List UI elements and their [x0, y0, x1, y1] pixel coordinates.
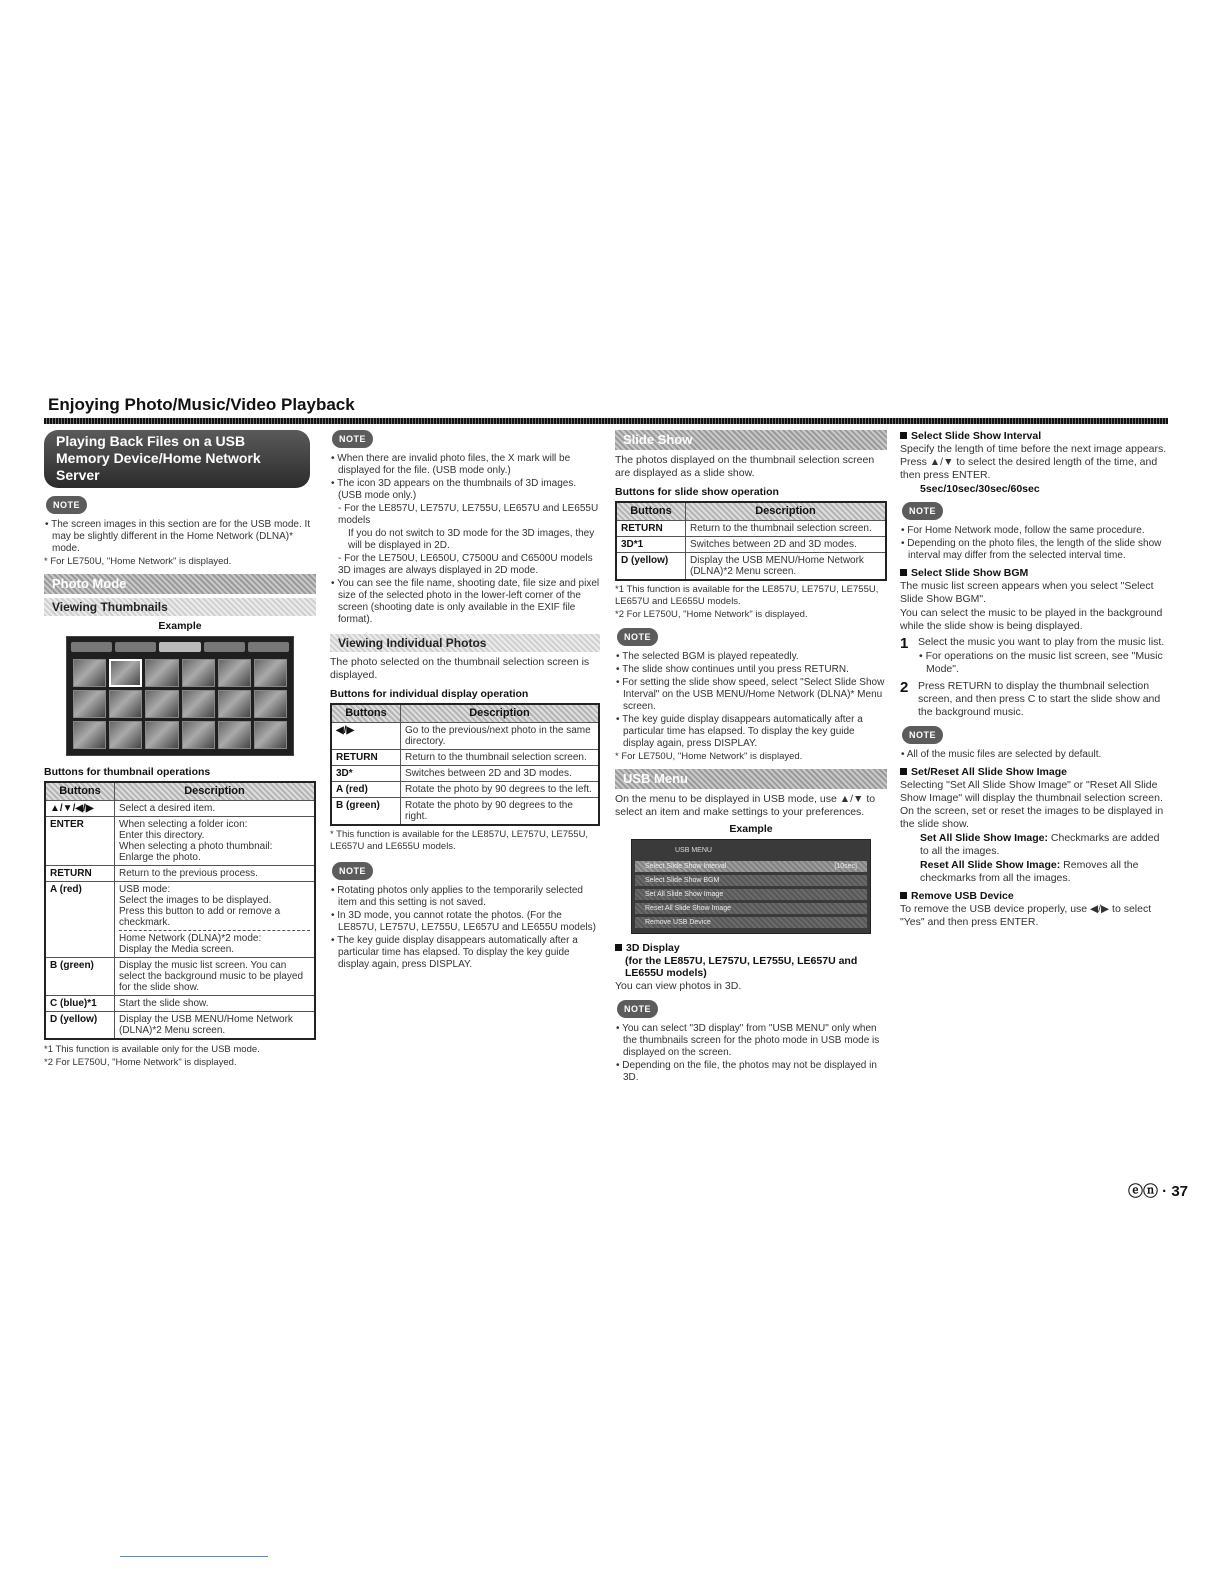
note-subitem: - For the LE750U, LE650U, C7500U and C6500U models 3D images are always displayed in 2D mode.	[338, 553, 593, 576]
set-all-label: Set All Slide Show Image:	[920, 832, 1048, 844]
heading-select-interval	[900, 430, 1170, 442]
section-slide-show: Slide Show	[615, 430, 887, 450]
dashed-divider	[119, 930, 310, 931]
heading-text: Set/Reset All Slide Show Image	[911, 766, 1067, 778]
usb-menu-item-label: Select Slide Show Interval	[645, 863, 727, 870]
step-text: Select the music you want to play from the music list.	[918, 636, 1165, 648]
table-row	[45, 996, 315, 1012]
table-header-row	[331, 704, 599, 723]
3d-display-text: You can view photos in 3D.	[615, 980, 742, 992]
thumbnail-image	[145, 721, 178, 749]
usb-menu-example	[631, 839, 871, 934]
thumbnail-screen-example	[66, 636, 294, 756]
column-2	[330, 430, 600, 972]
table-row	[331, 798, 599, 826]
note-item: • You can see the file name, shooting date, file size and pixel size of the selected photo in the lower-left corner of the screen (shooting date is only available in the EXIF file format).	[331, 578, 600, 625]
thumbnail-image	[109, 690, 142, 718]
note-footnote: * For LE750U, "Home Network" is displayed.	[44, 556, 232, 567]
table-heading: Buttons for individual display operation	[330, 688, 529, 700]
usb-menu-item-label: Remove USB Device	[645, 919, 711, 926]
button-description: When selecting a folder icon: Enter this directory. When selecting a photo thumbnail: Enlarge the photo.	[115, 817, 316, 866]
thumbnail-buttons-table	[44, 781, 316, 1040]
note-item: • For setting the slide show speed, select "Select Slide Show Interval" on the USB MENU/Home Network (DLNA)* Menu screen.	[616, 677, 885, 712]
page-number: ⓔⓝ · 37	[1128, 1183, 1189, 1200]
thumbnail-image	[73, 721, 106, 749]
button-key: A (red)	[331, 782, 401, 798]
button-key: ENTER	[45, 817, 115, 866]
example-label: Example	[729, 823, 773, 835]
button-description: Switches between 2D and 3D modes.	[401, 766, 600, 782]
column-header-buttons: Buttons	[616, 502, 686, 521]
note-item: • When there are invalid photo files, the X mark will be displayed for the file. (USB mode only.)	[331, 453, 571, 476]
table-row	[331, 723, 599, 750]
heading-text: Select Slide Show BGM	[911, 567, 1029, 579]
note-badge: NOTE	[46, 496, 87, 514]
usb-menu-title: USB MENU	[675, 847, 712, 854]
interval-options: 5sec/10sec/30sec/60sec	[920, 483, 1040, 495]
thumbnail-tabs	[71, 642, 289, 652]
heading-text: Remove USB Device	[911, 890, 1014, 902]
slideshow-buttons-table	[615, 501, 887, 581]
column-header-description: Description	[686, 502, 887, 521]
heading-set-reset	[900, 766, 1170, 778]
thumbnail-tab	[159, 642, 200, 652]
button-description: Go to the previous/next photo in the same directory.	[401, 723, 600, 750]
button-description: Return to the previous process.	[115, 866, 316, 882]
heading-select-bgm	[900, 567, 1170, 579]
table-heading: Buttons for slide show operation	[615, 486, 779, 498]
step-number: 1	[900, 635, 909, 652]
usb-menu-item-label: Select Slide Show BGM	[645, 877, 720, 884]
remove-usb-text: To remove the USB device properly, use ◀/▶ to select "Yes" and then press ENTER.	[900, 903, 1152, 928]
usb-menu-item-label: Reset All Slide Show Image	[645, 905, 731, 912]
button-key: A (red)	[45, 882, 115, 958]
thumbnail-image	[182, 659, 215, 687]
table-row	[45, 958, 315, 996]
button-description: Start the slide show.	[115, 996, 316, 1012]
thumbnail-image	[73, 659, 106, 687]
set-all-text: Checkmarks are added to all the images.	[920, 832, 1160, 857]
reset-all-label: Reset All Slide Show Image:	[920, 859, 1061, 871]
step-text: Press RETURN to display the thumbnail selection screen, and then press C to start the slide show and the background music.	[918, 680, 1161, 718]
note-item: • For Home Network mode, follow the same procedure.	[901, 525, 1145, 536]
thumbnail-image	[254, 690, 287, 718]
thumbnail-image	[182, 690, 215, 718]
step-2	[900, 680, 1170, 719]
usb-menu-item	[635, 861, 867, 872]
thumbnail-image	[218, 659, 251, 687]
footnote: *2 For LE750U, "Home Network" is displayed.	[44, 1057, 237, 1068]
thumbnail-image	[218, 721, 251, 749]
table-header-row	[45, 782, 315, 801]
reset-all-item	[900, 859, 1170, 885]
table-row	[616, 537, 886, 553]
button-key: 3D*1	[616, 537, 686, 553]
button-description: Rotate the photo by 90 degrees to the right.	[401, 798, 600, 826]
column-1	[44, 430, 316, 1070]
thumbnail-tab	[248, 642, 289, 652]
square-bullet-icon	[900, 569, 907, 576]
thumbnail-tab	[204, 642, 245, 652]
square-bullet-icon	[900, 432, 907, 439]
table-heading: Buttons for thumbnail operations	[44, 766, 211, 778]
footnote: * This function is available for the LE857U, LE757U, LE755U, LE657U and LE655U models.	[330, 829, 589, 852]
table-row	[45, 866, 315, 882]
bgm-text: You can select the music to be played in the background while the slide show is being displayed.	[900, 607, 1163, 632]
footnote: *2 For LE750U, "Home Network" is displayed.	[615, 609, 808, 620]
usb-intro-text: On the menu to be displayed in USB mode, use ▲/▼ to select an item and make settings to your preferences.	[615, 793, 876, 818]
button-key: 3D*	[331, 766, 401, 782]
note-badge: NOTE	[902, 502, 943, 520]
usb-menu-item-label: Set All Slide Show Image	[645, 891, 724, 898]
button-description: Switches between 2D and 3D modes.	[686, 537, 887, 553]
note-item: • Depending on the file, the photos may not be displayed in 3D.	[616, 1060, 877, 1083]
section-banner: Playing Back Files on a USB Memory Device/Home Network Server	[44, 430, 310, 488]
column-header-description: Description	[401, 704, 600, 723]
thumbnail-image	[145, 690, 178, 718]
intro-text: The photos displayed on the thumbnail selection screen are displayed as a slide show.	[615, 454, 875, 479]
note-item: • In 3D mode, you cannot rotate the photos. (For the LE857U, LE757U, LE755U, LE657U and LE655U models)	[331, 910, 596, 933]
column-3	[615, 430, 887, 1085]
note-item: • You can select "3D display" from "USB MENU" only when the thumbnails screen for the photo mode in USB mode is displayed on the screen.	[616, 1023, 880, 1058]
column-header-description: Description	[115, 782, 316, 801]
table-row	[331, 750, 599, 766]
table-header-row	[616, 502, 886, 521]
button-key: C (blue)*1	[45, 996, 115, 1012]
table-row	[616, 521, 886, 537]
usb-menu-item	[635, 875, 867, 886]
note-badge: NOTE	[617, 628, 658, 646]
note-item: • Rotating photos only applies to the temporarily selected item and this setting is not saved.	[331, 885, 583, 908]
table-row	[45, 882, 315, 958]
note-item: • The selected BGM is played repeatedly.	[616, 651, 799, 662]
thumbnail-image	[109, 659, 142, 687]
thumbnail-grid	[73, 659, 287, 749]
note-item: • The slide show continues until you press RETURN.	[616, 664, 849, 675]
note-badge: NOTE	[902, 726, 943, 744]
bottom-rule	[120, 1556, 268, 1557]
column-header-buttons: Buttons	[45, 782, 115, 801]
note-footnote: * For LE750U, "Home Network" is displayed.	[615, 751, 803, 762]
heading-3d-models: (for the LE857U, LE757U, LE755U, LE657U and LE655U models)	[625, 955, 858, 979]
button-description: Rotate the photo by 90 degrees to the left.	[401, 782, 600, 798]
individual-buttons-table	[330, 703, 600, 826]
step-subitem: • For operations on the music list screen, see "Music Mode".	[919, 650, 1163, 675]
note-badge: NOTE	[332, 862, 373, 880]
thumbnail-tab	[115, 642, 156, 652]
reset-all-text: Removes all the checkmarks from all the images.	[920, 859, 1139, 884]
table-row	[616, 553, 886, 581]
heading-text: 3D Display	[626, 942, 680, 954]
step-1	[900, 636, 1170, 677]
set-all-item	[900, 832, 1170, 858]
table-row	[45, 801, 315, 817]
note-item: • All of the music files are selected by default.	[901, 749, 1102, 760]
intro-text: The photo selected on the thumbnail selection screen is displayed.	[330, 656, 590, 681]
button-description: Display the USB MENU/Home Network (DLNA)*2 Menu screen.	[686, 553, 887, 581]
thumbnail-tab	[71, 642, 112, 652]
button-description: Display the music list screen. You can select the background music to be played for the slide show.	[115, 958, 316, 996]
thumbnail-image	[218, 690, 251, 718]
square-bullet-icon	[900, 892, 907, 899]
button-key: D (yellow)	[45, 1012, 115, 1040]
interval-text: Specify the length of time before the next image appears. Press ▲/▼ to select the desired length of the time, and then press ENTER.	[900, 443, 1167, 481]
note-item: • Depending on the photo files, the length of the slide show interval may differ from the selected interval time.	[901, 538, 1162, 561]
title-rule	[44, 418, 1168, 424]
footnote: *1 This function is available only for the USB mode.	[44, 1044, 260, 1055]
note-subitem: - For the LE857U, LE757U, LE755U, LE657U and LE655U models	[338, 503, 599, 526]
table-row	[331, 782, 599, 798]
note-item: • The key guide display disappears automatically after a particular time has elapsed. To display the key guide display again, press DISPLAY.	[616, 714, 863, 749]
button-description: Return to the thumbnail selection screen.	[401, 750, 600, 766]
button-key: B (green)	[45, 958, 115, 996]
note-item: • The key guide display disappears automatically after a particular time has elapsed. To display the key guide display again, press DISPLAY.	[331, 935, 578, 970]
button-description: USB mode: Select the images to be displayed. Press this button to add or remove a checkmark.	[119, 884, 281, 928]
note-item: • The icon 3D appears on the thumbnails of 3D images. (USB mode only.)	[331, 478, 577, 501]
heading-remove-usb	[900, 890, 1170, 902]
thumbnail-image	[109, 721, 142, 749]
button-description-alt: Home Network (DLNA)*2 mode: Display the Media screen.	[119, 933, 262, 955]
button-description: Return to the thumbnail selection screen.	[686, 521, 887, 537]
step-number: 2	[900, 679, 909, 696]
thumbnail-image	[145, 659, 178, 687]
thumbnail-image	[254, 659, 287, 687]
button-description: Select a desired item.	[115, 801, 316, 817]
footnote: *1 This function is available for the LE857U, LE757U, LE755U, LE657U and LE655U models.	[615, 584, 879, 607]
note-badge: NOTE	[332, 430, 373, 448]
usb-menu-item	[635, 917, 867, 928]
thumbnail-image	[182, 721, 215, 749]
heading-text: Select Slide Show Interval	[911, 430, 1042, 442]
heading-3d-display	[615, 942, 887, 954]
usb-menu-item	[635, 903, 867, 914]
table-row	[45, 1012, 315, 1040]
set-reset-text: Selecting "Set All Slide Show Image" or "Reset All Slide Show Image" will display the thumbnail selection screen. On the screen, set or reset the images to be displayed in the slide show.	[900, 779, 1164, 830]
page-title: Enjoying Photo/Music/Video Playback	[48, 395, 355, 414]
usb-menu-item-value: [10sec]	[834, 863, 857, 870]
note-badge: NOTE	[617, 1000, 658, 1018]
bgm-text: The music list screen appears when you select "Select Slide Show BGM".	[900, 580, 1154, 605]
button-key: RETURN	[45, 866, 115, 882]
button-key: RETURN	[331, 750, 401, 766]
square-bullet-icon	[900, 768, 907, 775]
example-label: Example	[158, 620, 202, 632]
usb-menu-item	[635, 889, 867, 900]
note-subitem: If you do not switch to 3D mode for the 3D images, they will be displayed in 2D.	[348, 528, 595, 551]
section-photo-mode: Photo Mode	[44, 574, 316, 594]
button-key: ▲/▼/◀/▶	[45, 801, 115, 817]
table-row	[45, 817, 315, 866]
section-usb-menu: USB Menu	[615, 769, 887, 789]
column-header-buttons: Buttons	[331, 704, 401, 723]
column-4	[900, 430, 1170, 930]
table-row	[331, 766, 599, 782]
button-description: Display the USB MENU/Home Network (DLNA)*2 Menu screen.	[115, 1012, 316, 1040]
button-description-cell	[115, 882, 316, 958]
square-bullet-icon	[615, 944, 622, 951]
button-key: D (yellow)	[616, 553, 686, 581]
button-key: ◀/▶	[331, 723, 401, 750]
subsection-viewing-thumbnails: Viewing Thumbnails	[44, 598, 316, 616]
button-key: B (green)	[331, 798, 401, 826]
thumbnail-image	[73, 690, 106, 718]
note-text: • The screen images in this section are for the USB mode. It may be slightly different in the Home Network (DLNA)* mode.	[45, 519, 311, 554]
subsection-viewing-individual-photos: Viewing Individual Photos	[330, 634, 600, 652]
thumbnail-image	[254, 721, 287, 749]
button-key: RETURN	[616, 521, 686, 537]
